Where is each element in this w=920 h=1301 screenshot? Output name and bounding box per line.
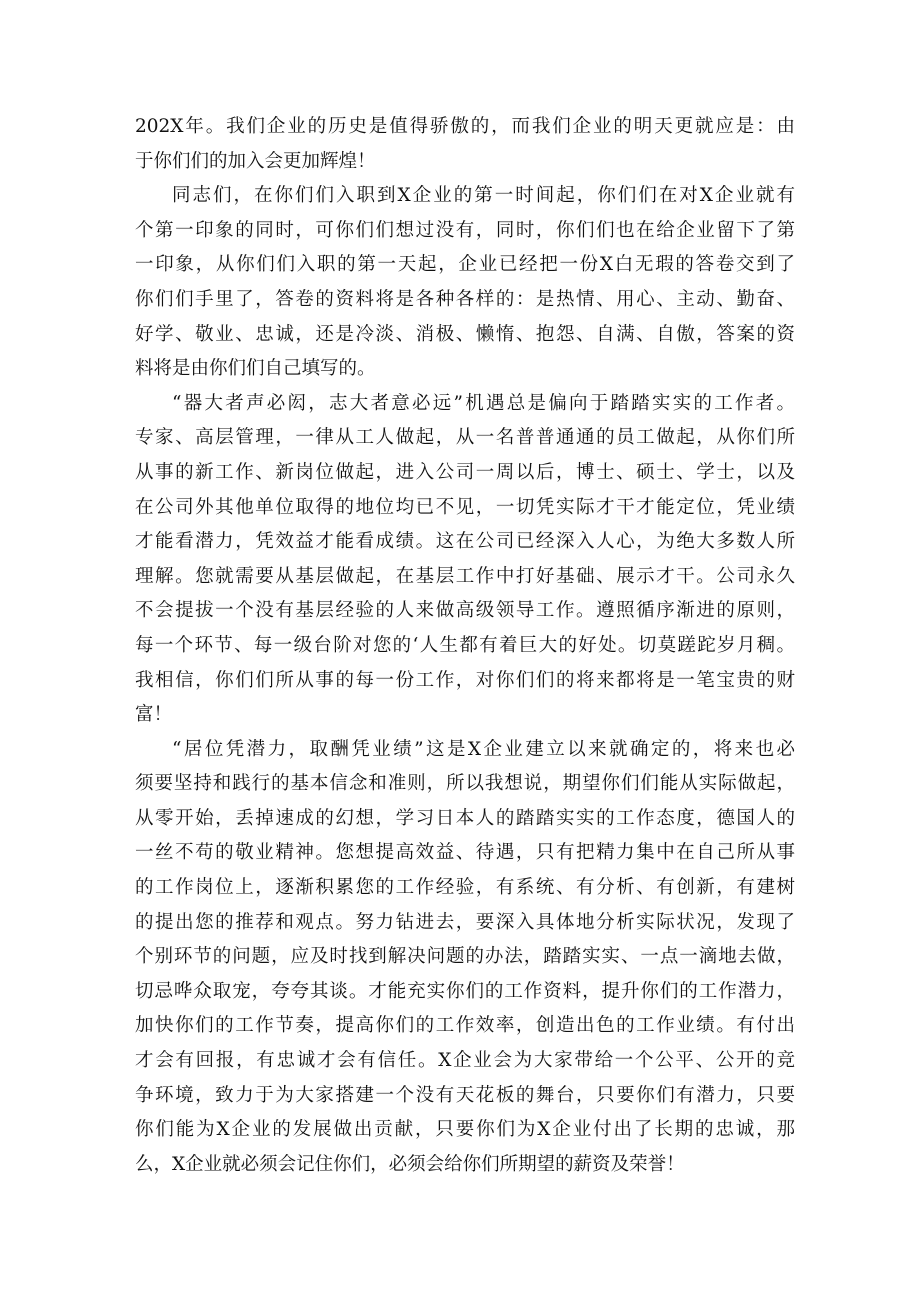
- paragraph: [135, 387, 795, 733]
- text-line: 不会提拔一个没有基层经验的人来做高级领导工作。遵照循序渐进的原则，: [135, 600, 795, 622]
- text-line: 从事的新工作、新岗位做起，进入公司一周以后，博士、硕士、学士，以及: [135, 461, 795, 483]
- paragraph: [135, 110, 795, 179]
- text-line: 富！: [135, 704, 173, 726]
- text-line: 的工作岗位上，逐渐积累您的工作经验，有系统、有分析、有创新，有建树: [135, 877, 795, 899]
- text-line: 你们们手里了，答卷的资料将是各种各样的：是热情、用心、主动、勤奋、: [135, 288, 795, 310]
- text-line: 专家、高层管理，一律从工人做起，从一名普普通通的员工做起，从你们所: [135, 427, 795, 449]
- text-line: 202X年。我们企业的历史是值得骄傲的，而我们企业的明天更就应是：由: [135, 116, 795, 137]
- text-line: 我相信，你们们所从事的每一份工作，对你们们的将来都将是一笔宝贵的财: [135, 669, 795, 691]
- text-line: 一印象，从你们们入职的第一天起，企业已经把一份X白无瑕的答卷交到了: [135, 254, 795, 276]
- text-line: 料将是由你们们自己填写的。: [135, 358, 376, 380]
- text-line: 须要坚持和践行的基本信念和准则，所以我想说，期望你们们能从实际做起，: [135, 773, 795, 795]
- text-line: 才会有回报，有忠诚才会有信任。X企业会为大家带给一个公平、公开的竞: [135, 1050, 795, 1072]
- text-line: 你们能为X企业的发展做出贡献，只要你们为X企业付出了长期的忠诚，那: [135, 1119, 795, 1141]
- document-body: [135, 110, 795, 1182]
- text-line: “居位凭潜力，取酬凭业绩”这是X企业建立以来就确定的，将来也必: [172, 738, 795, 760]
- text-line: 好学、敬业、忠诚，还是冷淡、消极、懒惰、抱怨、自满、自傲，答案的资: [135, 323, 795, 345]
- text-line: 从零开始，丢掉速成的幻想，学习日本人的踏踏实实的工作态度，德国人的: [135, 807, 795, 829]
- text-line: 于你们们的加入会更加辉煌！: [135, 150, 376, 172]
- text-line: 的提出您的推荐和观点。努力钻进去，要深入具体地分析实际状况，发现了: [135, 911, 795, 933]
- paragraph: [135, 733, 795, 1183]
- text-line: “器大者声必闳，志大者意必远”机遇总是偏向于踏踏实实的工作者。: [172, 392, 795, 414]
- text-line: 理解。您就需要从基层做起，在基层工作中打好基础、展示才干。公司永久: [135, 565, 795, 587]
- text-line: 个第一印象的同时，可你们们想过没有，同时，你们们也在给企业留下了第: [135, 219, 795, 241]
- text-line: 一丝不苟的敬业精神。您想提高效益、待遇，只有把精力集中在自己所从事: [135, 842, 795, 864]
- text-line: 在公司外其他单位取得的地位均已不见，一切凭实际才干才能定位，凭业绩: [135, 496, 795, 518]
- text-line: 个别环节的问题，应及时找到解决问题的办法，踏踏实实、一点一滴地去做，: [135, 946, 795, 968]
- text-line: 同志们，在你们们入职到X企业的第一时间起，你们们在对X企业就有: [172, 185, 795, 207]
- text-line: 切忌哗众取宠，夸夸其谈。才能充实你们的工作资料，提升你们的工作潜力，: [135, 980, 795, 1002]
- text-line: 才能看潜力，凭效益才能看成绩。这在公司已经深入人心，为绝大多数人所: [135, 531, 795, 553]
- text-line: 么，X企业就必须会记住你们，必须会给你们所期望的薪资及荣誉！: [135, 1153, 685, 1175]
- text-line: 加快你们的工作节奏，提高你们的工作效率，创造出色的工作业绩。有付出: [135, 1015, 795, 1037]
- paragraph: [135, 179, 795, 387]
- text-line: 每一个环节、每一级台阶对您的‘人生都有着巨大的好处。切莫蹉跎岁月稠。: [135, 634, 795, 656]
- text-line: 争环境，致力于为大家搭建一个没有天花板的舞台，只要你们有潜力，只要: [135, 1084, 795, 1106]
